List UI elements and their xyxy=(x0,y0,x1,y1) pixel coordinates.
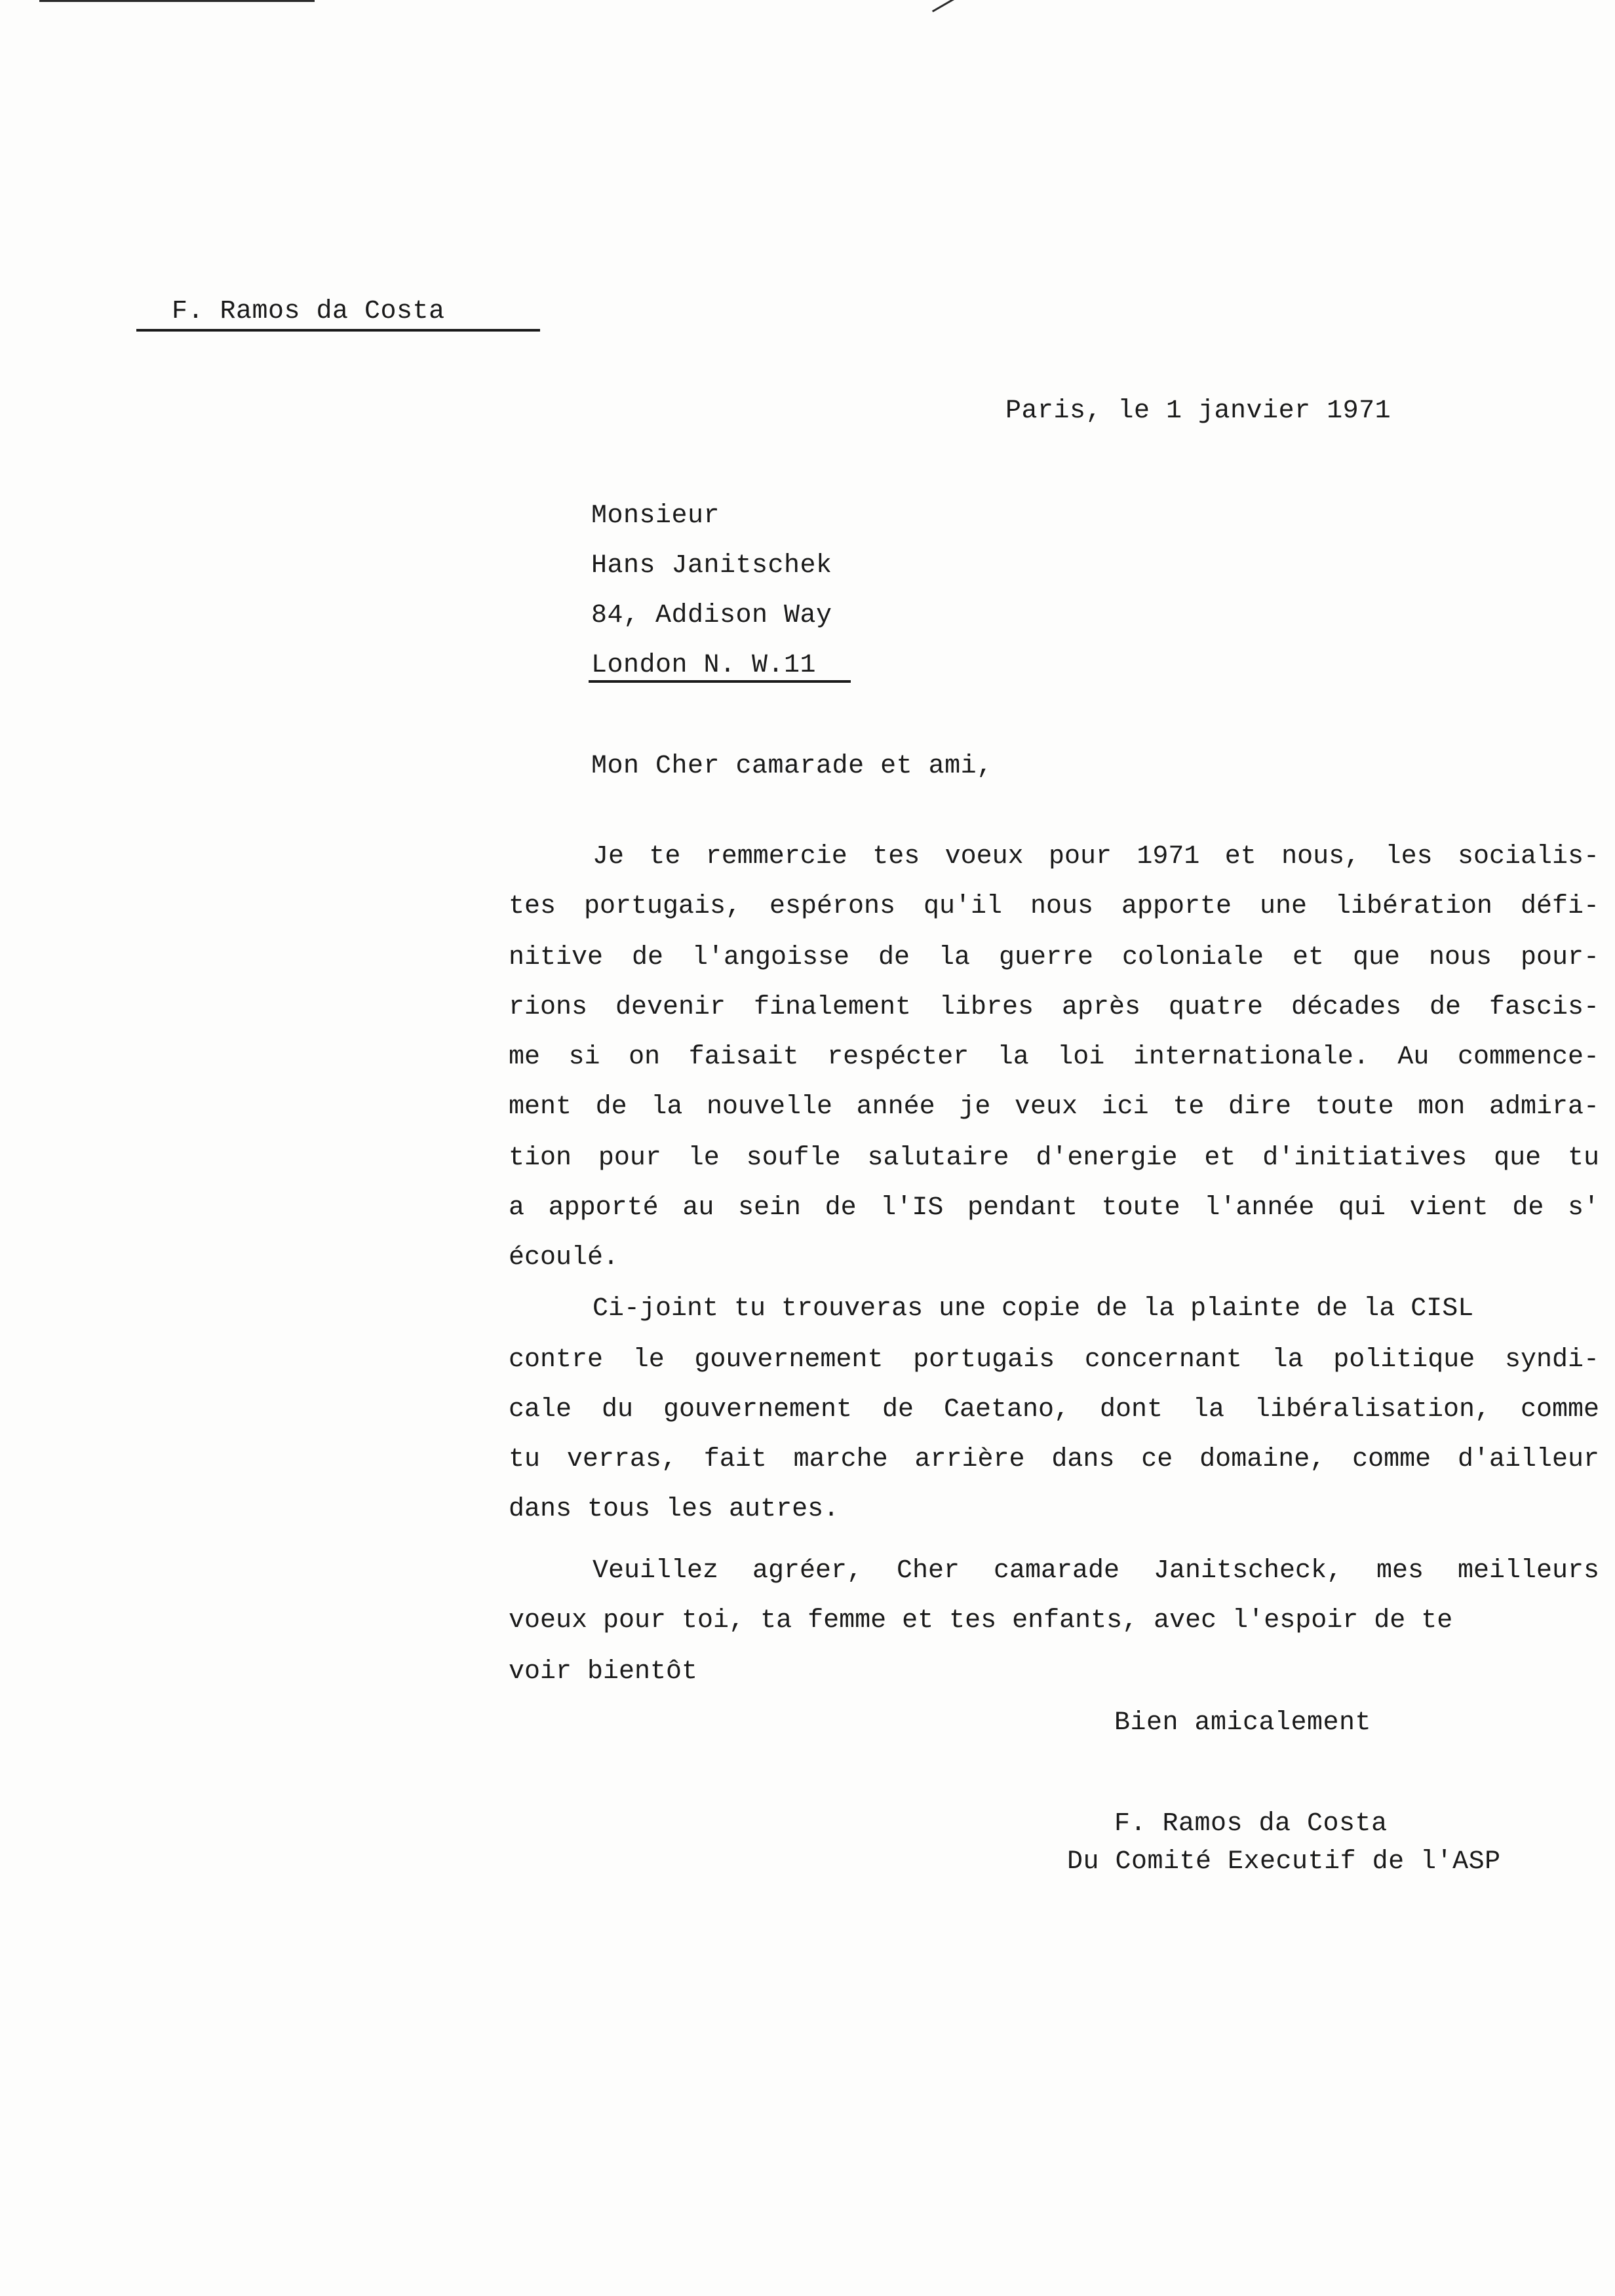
salutation: Mon Cher camarade et ami, xyxy=(591,752,993,781)
sender-name: F. Ramos da Costa xyxy=(172,297,445,326)
recipient-name: Hans Janitschek xyxy=(591,551,832,581)
signature-role: Du Comité Executif de l'ASP xyxy=(1067,1847,1501,1877)
paragraph-line: nitive de l'angoisse de la guerre coloniale et que nous pour- xyxy=(509,943,1599,972)
closing: Bien amicalement xyxy=(1114,1708,1372,1738)
paragraph-line: tes portugais, espérons qu'il nous apporte une libération défi- xyxy=(509,892,1599,921)
paragraph-line: rions devenir finalement libres après quatre décades de fascis- xyxy=(509,993,1599,1022)
top-edge-mark xyxy=(39,0,315,2)
recipient-title: Monsieur xyxy=(591,501,720,531)
paragraph-line: écoulé. xyxy=(509,1243,619,1272)
sender-underline xyxy=(136,329,540,332)
paragraph-line: a apporté au sein de l'IS pendant toute l'année qui vient de s' xyxy=(509,1193,1599,1223)
paragraph-line: me si on faisait respécter la loi internationale. Au commence- xyxy=(509,1043,1599,1072)
paragraph-line: tion pour le soufle salutaire d'energie et d'initiatives que tu xyxy=(509,1143,1599,1173)
paragraph-line: Ci-joint tu trouveras une copie de la plainte de la CISL xyxy=(593,1294,1474,1324)
signature-name: F. Ramos da Costa xyxy=(1114,1809,1388,1839)
paragraph-line: dans tous les autres. xyxy=(509,1495,840,1524)
paragraph-line: cale du gouvernement de Caetano, dont la libéralisation, comme xyxy=(509,1395,1599,1425)
top-edge-mark xyxy=(932,0,956,12)
recipient-city: London N. W.11 xyxy=(591,651,817,680)
paragraph-line: contre le gouvernement portugais concernant la politique syndi- xyxy=(509,1345,1599,1375)
paragraph-line: Veuillez agréer, Cher camarade Janitscheck, mes meilleurs xyxy=(593,1556,1599,1586)
paragraph-line: voeux pour toi, ta femme et tes enfants, avec l'espoir de te xyxy=(509,1606,1453,1636)
date-line: Paris, le 1 janvier 1971 xyxy=(1005,396,1391,426)
paragraph-line: tu verras, fait marche arrière dans ce domaine, comme d'ailleur xyxy=(509,1445,1599,1474)
recipient-city-underline xyxy=(589,680,851,683)
paragraph-line: Je te remmercie tes voeux pour 1971 et nous, les socialis- xyxy=(593,842,1599,871)
recipient-street: 84, Addison Way xyxy=(591,601,832,630)
paragraph-line: ment de la nouvelle année je veux ici te dire toute mon admira- xyxy=(509,1092,1599,1122)
paragraph-line: voir bientôt xyxy=(509,1657,698,1687)
